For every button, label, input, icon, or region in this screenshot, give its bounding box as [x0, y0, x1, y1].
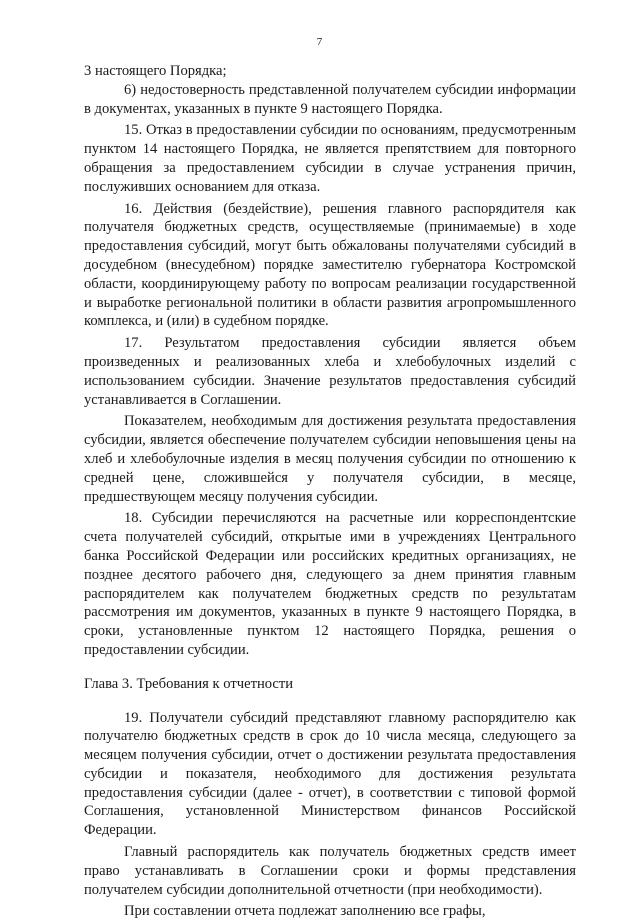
paragraph-18: 18. Субсидии перечисляются на расчетные или корреспондентские счета получателей субсидий, открытые ими в учреждениях Центрального банка Российской Федерации или российских кредитных организациях, не позднее десятого рабочего дня, следующего за днем принятия главным распорядителем как получателем бюджетных средств по результатам рассмотрения им документов, указанных в пункте 9 настоящего Порядка, в сроки, установленные пунктом 12 настоящего Порядка, решения о предоставлении субсидии. [84, 510, 576, 658]
page-number: 7 [316, 36, 323, 48]
paragraph-item-6: 6) недостоверность представленной получателем субсидии информации в документах, указанных в пункте 9 настоящего Порядка. [84, 81, 576, 117]
document-body [84, 62, 576, 921]
paragraph-19: 19. Получатели субсидий представляют главному распорядителю как получателю бюджетных средств в срок до 10 числа месяца, следующего за месяцем получения субсидии, отчет о достижении результата предоставления субсидии и показателя, необходимого для достижения результата предоставления субсидии (далее - отчет), в соответствии с типовой формой Соглашения, установленной Министерством финансов Российской Федерации. [84, 709, 576, 839]
paragraph-additional-reporting: Главный распорядитель как получатель бюджетных средств имеет право устанавливать в Соглашении сроки и формы представления получателем субсидии дополнительной отчетности (при необходимости). [84, 844, 576, 898]
chapter-heading: Глава 3. Требования к отчетности [84, 675, 294, 692]
paragraph-16: 16. Действия (бездействие), решения главного распорядителя как получателя бюджетных средств, осуществляемые (принимаемые) в ходе предоставления субсидий, могут быть обжалованы получателями субсидий в досудебном (внесудебном) порядке заместителю губернатора Костромской области, координирующему работу по вопросам реализации государственной и выработке региональной политики в области развития агропромышленного комплекса, и (или) в судебном порядке. [84, 200, 576, 330]
paragraph-continuation: 3 настоящего Порядка; [84, 63, 227, 79]
paragraph-report-fields: При составлении отчета подлежат заполнению все графы, [124, 903, 486, 920]
paragraph-17: 17. Результатом предоставления субсидии является объем произведенных и реализованных хлеба и хлебобулочных изделий с использованием субсидии. Значение результатов предоставления субсидий устанавливается в Соглашении. [84, 335, 576, 408]
paragraph-indicator: Показателем, необходимым для достижения результата предоставления субсидии, является обеспечение получателем субсидии неповышения цены на хлеб и хлебобулочные изделия в месяц получения субсидии по отношению к средней цене, сложившейся у получателя субсидии, в месяце, предшествующем месяцу получения субсидии. [84, 413, 576, 505]
paragraph-15: 15. Отказ в предоставлении субсидии по основаниям, предусмотренным пунктом 14 настоящего Порядка, не является препятствием для повторного обращения за предоставлением субсидии в случае устранения причин, послуживших основанием для отказа. [84, 122, 576, 195]
